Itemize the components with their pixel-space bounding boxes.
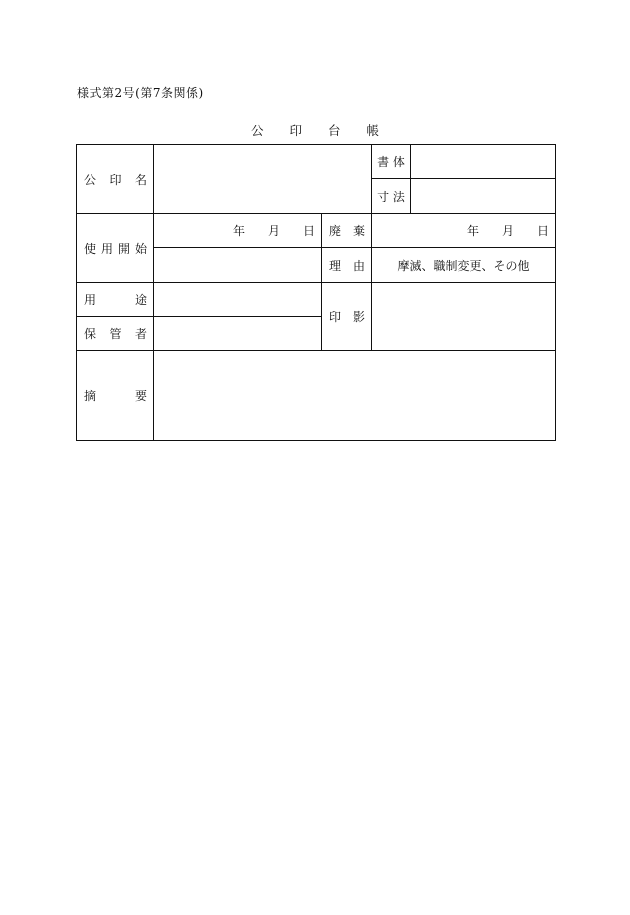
- seal-name-field[interactable]: [154, 145, 371, 213]
- start-of-use-label: 使 用 開 始: [84, 241, 147, 256]
- size-label: 寸 法: [377, 189, 405, 204]
- disposal-label: 廃 棄: [329, 224, 365, 238]
- purpose-field[interactable]: [154, 283, 321, 316]
- table-border-right: [555, 144, 556, 441]
- typeface-label: 書 体: [377, 155, 405, 169]
- disposal-date-field[interactable]: 年 月 日: [466, 224, 549, 238]
- seal-name-label: 公 印 名: [84, 172, 147, 187]
- seal-ledger-table: [76, 144, 556, 441]
- document-title: 公 印 台 帳: [250, 123, 380, 138]
- purpose-label: 用 途: [84, 293, 147, 307]
- impression-field[interactable]: [372, 283, 555, 350]
- size-field[interactable]: [411, 179, 555, 213]
- reason-label: 理 由: [329, 258, 365, 273]
- remarks-label: 摘 要: [84, 389, 147, 403]
- impression-label: 印 影: [329, 310, 365, 324]
- start-detail-field[interactable]: [154, 248, 321, 282]
- reason-field: 摩滅、職制変更、その他: [397, 258, 530, 273]
- custodian-label: 保 管 者: [84, 327, 147, 341]
- table-border-bottom: [76, 440, 556, 441]
- custodian-field[interactable]: [154, 317, 321, 350]
- form-number: 様式第2号(第7条関係): [77, 86, 204, 100]
- typeface-field[interactable]: [411, 145, 555, 178]
- start-date-field[interactable]: 年 月 日: [232, 224, 315, 238]
- remarks-field[interactable]: [154, 351, 555, 440]
